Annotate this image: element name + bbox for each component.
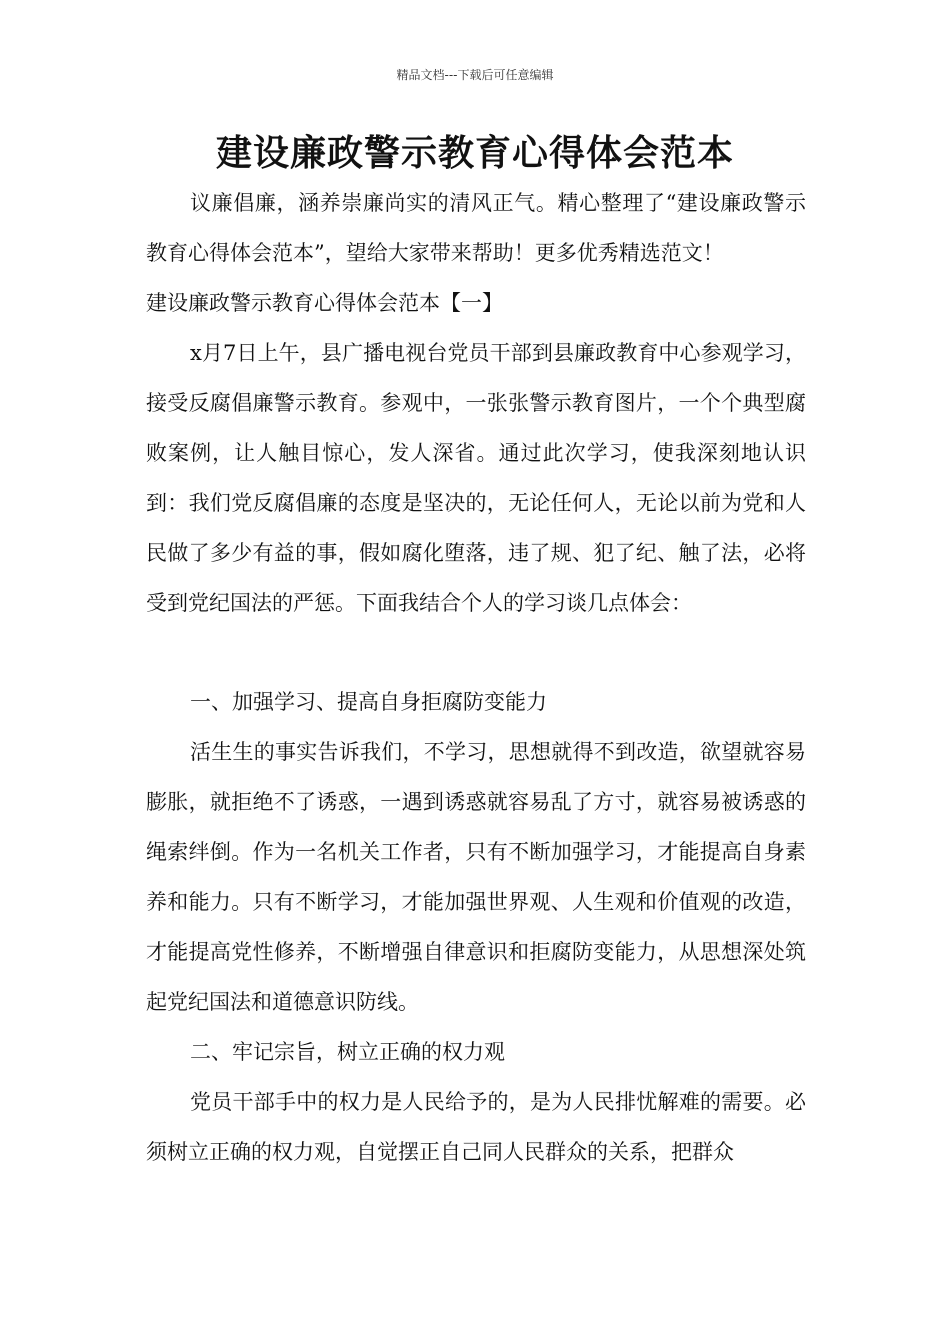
- header-note: 精品文档---下载后可任意编辑: [396, 68, 554, 82]
- blank-line: [146, 628, 806, 677]
- heading-1: 一、加强学习、提高自身拒腐防变能力: [190, 690, 547, 714]
- section-title: 建设廉政警示教育心得体会范本【一】: [146, 291, 503, 315]
- paragraph-2: 活生生的事实告诉我们，不学习，思想就得不到改造，欲望就容易膨胀，就拒绝不了诱惑，一遇到诱惑就容易乱了方寸，就容易被诱惑的绳索绊倒。作为一名机关工作者，只有不断加强学习，才能提高自身素养和能力。只有不断学习，才能加强世界观、人生观和价值观的改造，才能提高党性修养，不断增强自律意识和拒腐防变能力，从思想深处筑起党纪国法和道德意识防线。: [146, 740, 806, 1014]
- heading-2: 二、牢记宗旨，树立正确的权力观: [190, 1040, 505, 1064]
- paragraph-3: 党员干部手中的权力是人民给予的，是为人民排忧解难的需要。必须树立正确的权力观，自觉摆正自己同人民群众的关系，把群众: [146, 1090, 806, 1164]
- document-title: 建设廉政警示教育心得体会范本: [215, 133, 734, 174]
- document-body: [146, 178, 806, 1177]
- intro-paragraph: 议廉倡廉，涵养崇廉尚实的清风正气。精心整理了“建设廉政警示教育心得体会范本”，望给大家带来帮助！更多优秀精选范文！: [146, 191, 806, 265]
- paragraph-1: x月7日上午，县广播电视台党员干部到县廉政教育中心参观学习，接受反腐倡廉警示教育。参观中，一张张警示教育图片，一个个典型腐败案例，让人触目惊心，发人深省。通过此次学习，使我深刻地认识到：我们党反腐倡廉的态度是坚决的，无论任何人，无论以前为党和人民做了多少有益的事，假如腐化堕落，违了规、犯了纪、触了法，必将受到党纪国法的严惩。下面我结合个人的学习谈几点体会：: [146, 341, 806, 615]
